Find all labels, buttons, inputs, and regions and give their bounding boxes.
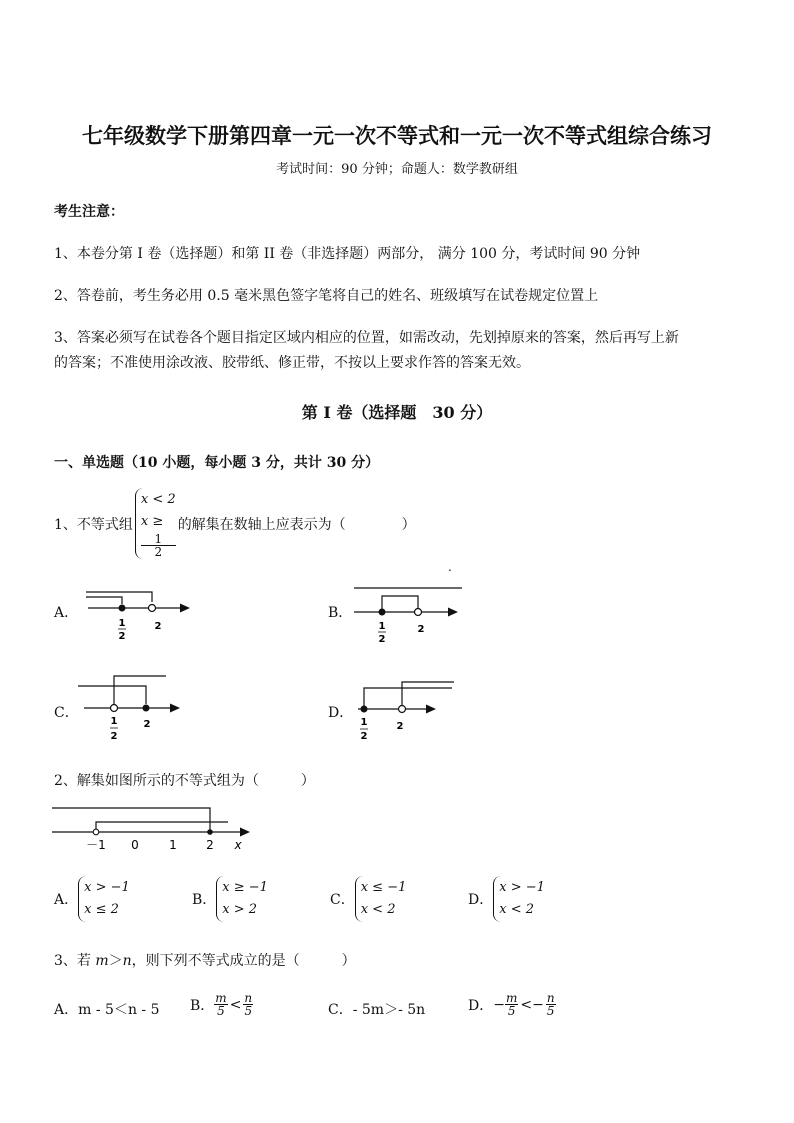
q3-d-den-2: 5: [546, 1004, 555, 1018]
q3-option-a: [54, 999, 160, 1019]
exam-info: 考试时间：90 分钟；命题人：数学教研组: [276, 162, 518, 177]
label-half-num: 1: [110, 716, 118, 727]
label-half-num: 1: [118, 618, 126, 629]
q1-suffix: 的解集在数轴上应表示为（ ）: [177, 516, 416, 533]
label-half-den: 2: [378, 634, 386, 645]
q3-option-d-label: D．: [468, 997, 494, 1014]
q3-b-frac-n: [243, 992, 253, 1017]
q3-d-num-n: n: [546, 991, 555, 1005]
q1-system: [135, 488, 176, 559]
q3-b-frac-m: [214, 992, 227, 1017]
q1-option-c-numberline: [74, 672, 186, 748]
q1-option-d-label: D．: [328, 705, 354, 721]
q3-var-m: m: [95, 953, 109, 969]
q2-b-ineq-2: x > 2: [222, 902, 258, 917]
q2-a-ineq-1: x > −1: [84, 880, 130, 895]
q3-option-a-label: A．: [54, 1002, 79, 1018]
q3-d-frac-m: [505, 992, 518, 1017]
q1-option-b-label: B．: [328, 605, 353, 621]
q2-b-ineq-1: x ≥ −1: [222, 880, 268, 895]
q3-option-b: [190, 992, 253, 1017]
section-title: 第 I 卷（选择题 30 分）: [301, 403, 493, 422]
q2-option-a-system: [78, 876, 130, 922]
q1-option-a-numberline: [78, 585, 198, 647]
q3-var-n: n: [122, 953, 132, 969]
q3-gt: ＞: [108, 953, 123, 969]
label-two: 2: [396, 721, 404, 732]
q3-d-den: 5: [507, 1004, 516, 1018]
q2-option-b-system: [216, 876, 268, 922]
q2-option-c: [330, 876, 406, 922]
q3-option-c-text: - 5m＞- 5n: [352, 1002, 426, 1018]
stray-mark: .: [448, 560, 452, 574]
q2-d-ineq-2: x < 2: [499, 902, 534, 917]
q2-c-ineq-1: x ≤ −1: [360, 880, 407, 895]
label-two: 2: [154, 621, 162, 632]
q1-option-a-label: A．: [54, 605, 79, 621]
q2-option-d-system: [493, 876, 545, 922]
q1-option-c-label: C．: [54, 705, 79, 721]
q2-option-a-label: A．: [54, 892, 79, 908]
q3-b-num-m: m: [215, 991, 227, 1005]
q3-b-den: 5: [217, 1004, 225, 1018]
q3-d-num-m: m: [505, 991, 518, 1005]
notice-item-3-cont: 的答案；不准使用涂改液、胶带纸、修正带，不按以上要求作答的答案无效。: [54, 355, 530, 371]
q1-ineq-1: x < 2: [140, 492, 176, 507]
label-half-num: 1: [378, 621, 386, 632]
q1-ineq-2-lhs: x ≥: [140, 514, 164, 529]
question-1-stem: [54, 488, 416, 559]
label-two: 2: [143, 719, 151, 730]
tick-minus-1: －1: [86, 838, 106, 852]
tick-1: 1: [169, 838, 177, 852]
q1-frac-num: 1: [141, 533, 176, 546]
question-2-stem: 2、解集如图所示的不等式组为（ ）: [54, 773, 315, 789]
q3-b-op: <: [229, 996, 242, 1013]
q3-stem-start: 3、若: [54, 953, 96, 969]
question-3-stem: [54, 950, 356, 970]
q2-option-c-system: [355, 876, 407, 922]
q1-frac-den: 2: [154, 545, 163, 559]
q3-b-num-n: n: [244, 991, 253, 1005]
q2-option-b: [192, 876, 268, 922]
q2-option-d: [468, 876, 545, 922]
q3-option-d: [468, 992, 556, 1017]
q2-c-ineq-2: x < 2: [360, 902, 396, 917]
q3-b-den-2: 5: [244, 1004, 253, 1018]
label-half-num: 1: [360, 717, 368, 728]
notice-item-3: 3、答案必须写在试卷各个题目指定区域内相应的位置，如需改动，先划掉原来的答案，然后再写上新: [54, 330, 679, 346]
q1-option-b-numberline: [344, 582, 474, 648]
q1-option-d-numberline: [348, 676, 460, 748]
q3-stem-end: ，则下列不等式成立的是（ ）: [131, 953, 356, 969]
label-half-den: 2: [360, 731, 368, 742]
q3-d-op: <−: [520, 996, 544, 1013]
q3-d-frac-n: [546, 992, 556, 1017]
q1-fraction: [141, 533, 176, 558]
q2-option-a: [54, 876, 130, 922]
q3-option-c-label: C．: [328, 1002, 353, 1018]
q2-a-ineq-2: x ≤ 2: [84, 902, 119, 917]
label-half-den: 2: [118, 631, 126, 642]
tick-0: 0: [131, 838, 139, 852]
q2-option-c-label: C．: [330, 892, 355, 908]
label-two: 2: [417, 624, 425, 635]
q3-option-a-text: m - 5＜n - 5: [78, 1002, 160, 1018]
q3-option-b-label: B．: [190, 997, 215, 1014]
notice-item-1: 1、本卷分第 I 卷（选择题）和第 II 卷（非选择题）两部分， 满分 100 分，考试时间 90 分钟: [54, 246, 641, 262]
q2-numberline: [50, 802, 260, 858]
q3-d-minus: −: [493, 996, 505, 1013]
notice-item-2: 2、答卷前，考生务必用 0.5 毫米黑色签字笔将自己的姓名、班级填写在试卷规定位置上: [54, 288, 599, 304]
q2-d-ineq-1: x > −1: [499, 880, 545, 895]
label-half-den: 2: [110, 731, 118, 742]
page-title: 七年级数学下册第四章一元一次不等式和一元一次不等式组综合练习: [82, 123, 712, 148]
q1-ineq-2: [141, 511, 176, 558]
q3-option-c: [328, 999, 425, 1019]
part-heading: 一、单选题（10 小题，每小题 3 分，共计 30 分）: [54, 455, 380, 471]
notice-heading: 考生注意：: [54, 204, 124, 220]
tick-2: 2: [206, 838, 214, 852]
q2-option-d-label: D．: [468, 892, 494, 908]
q1-prefix: 1、不等式组: [54, 516, 133, 533]
q2-option-b-label: B．: [192, 892, 217, 908]
axis-x-label: x: [234, 838, 242, 852]
